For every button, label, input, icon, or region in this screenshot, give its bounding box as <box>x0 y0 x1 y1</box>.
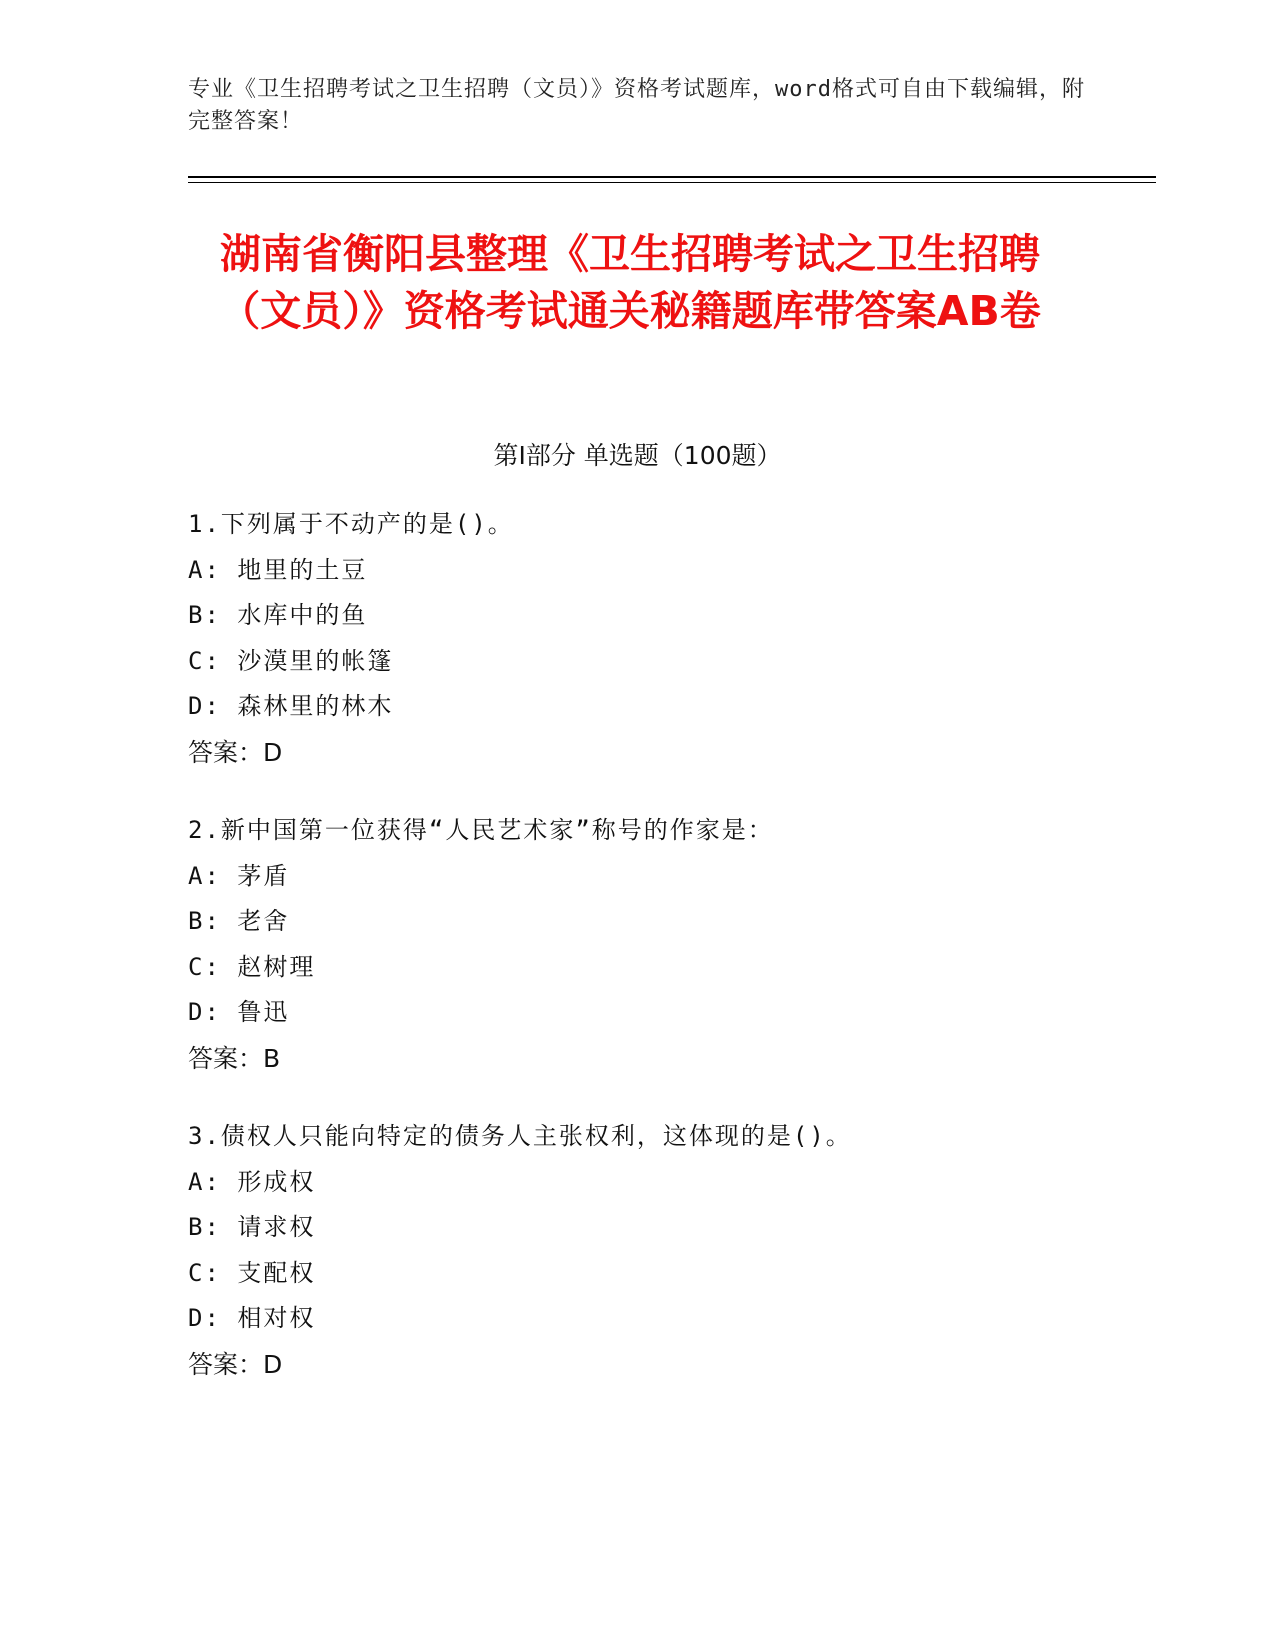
option-d: D: 森林里的林木 <box>188 692 394 720</box>
answer-text: 答案：D <box>188 1349 283 1379</box>
document-title: 湖南省衡阳县整理《卫生招聘考试之卫生招聘（文员）》资格考试通关秘籍题库带答案AB卷 <box>219 230 1041 335</box>
question-stem: 1.下列属于不动产的是()。 <box>188 510 514 538</box>
option-b: B: 水库中的鱼 <box>188 601 368 629</box>
question-2 <box>188 808 1088 1081</box>
option-c: C: 赵树理 <box>188 952 316 981</box>
question-stem: 3.债权人只能向特定的债务人主张权利，这体现的是()。 <box>188 1122 852 1150</box>
option-c: C: 支配权 <box>188 1258 316 1287</box>
option-a: A: 地里的土豆 <box>188 555 368 584</box>
option-c: C: 沙漠里的帐篷 <box>188 646 394 675</box>
option-b: B: 老舍 <box>188 907 290 935</box>
question-1 <box>188 502 1088 775</box>
option-d: D: 相对权 <box>188 1304 316 1332</box>
question-3 <box>188 1114 1088 1387</box>
header-note: 专业《卫生招聘考试之卫生招聘（文员）》资格考试题库，word格式可自由下载编辑，附完整答案！ <box>188 77 1085 134</box>
option-b: B: 请求权 <box>188 1213 316 1241</box>
section-title: 第I部分 单选题（100题） <box>493 441 782 470</box>
option-d: D: 鲁迅 <box>188 998 290 1026</box>
question-stem: 2.新中国第一位获得“人民艺术家”称号的作家是： <box>188 816 774 844</box>
header-divider-thin <box>188 182 1156 183</box>
answer-text: 答案：D <box>188 737 283 767</box>
header-divider-thick <box>188 176 1156 178</box>
answer-text: 答案：B <box>188 1043 281 1073</box>
option-a: A: 茅盾 <box>188 861 290 890</box>
option-a: A: 形成权 <box>188 1167 316 1196</box>
